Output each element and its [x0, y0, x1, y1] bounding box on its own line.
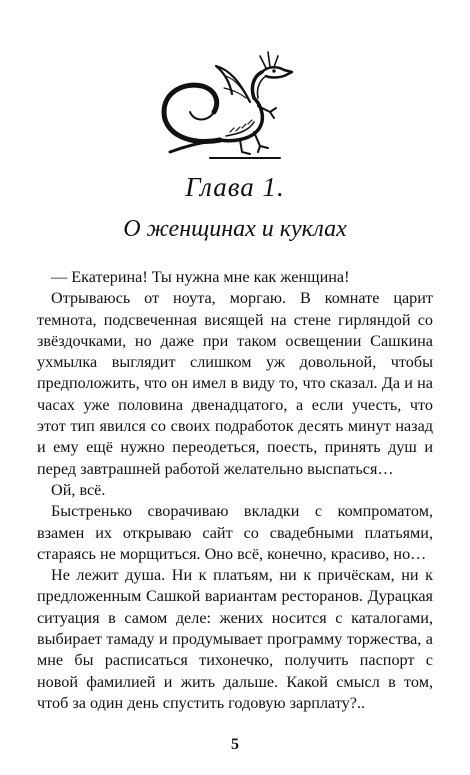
paragraph: — Екатерина! Ты нужна мне как женщина! [51, 268, 350, 286]
paragraph: Отрываюсь от ноута, моргаю. В комнате царит темнота, подсвеченная висящей на стене гирляндой со звёздочками, но даже при таком освещении Сашкина ухмылка выглядит слишком уж довольной, чтобы предположить, что он имел в виду то, что сказал. Да и на часах уже половина двенадцатого, а если учесть, что этот тип явился со своих подработок десять минут назад и ему ещё нужно переодеться, поесть, принять душ и перед завтрашней работой желательно выспаться… [37, 289, 433, 478]
chapter-subtitle: О женщинах и куклах [123, 216, 347, 242]
paragraph: Ой, всё. [51, 480, 106, 499]
paragraph: Не лежит душа. Ни к платьям, ни к причёскам, ни к предложенным Сашкой вариантам ресторанов. Дурацкая ситуация в самом деле: жених носится с каталогами, выбирает тамаду и продумывает программу торжества, а мне бы расписаться тихонечко, получить паспорт с новой фамилией и жить дальше. Какой смысл в том, чтоб за один день спустить годовую зарплату?.. [37, 566, 433, 712]
page-number: 5 [231, 736, 239, 753]
dragon-icon [150, 42, 300, 162]
chapter-title: Глава 1. [185, 172, 285, 202]
paragraph: Быстренько сворачиваю вкладки с компроматом, взамен их открываю сайт со свадебными платьями, стараясь не морщиться. Оно всё, конечно, красиво, но… [37, 502, 433, 563]
body-text [37, 267, 433, 714]
